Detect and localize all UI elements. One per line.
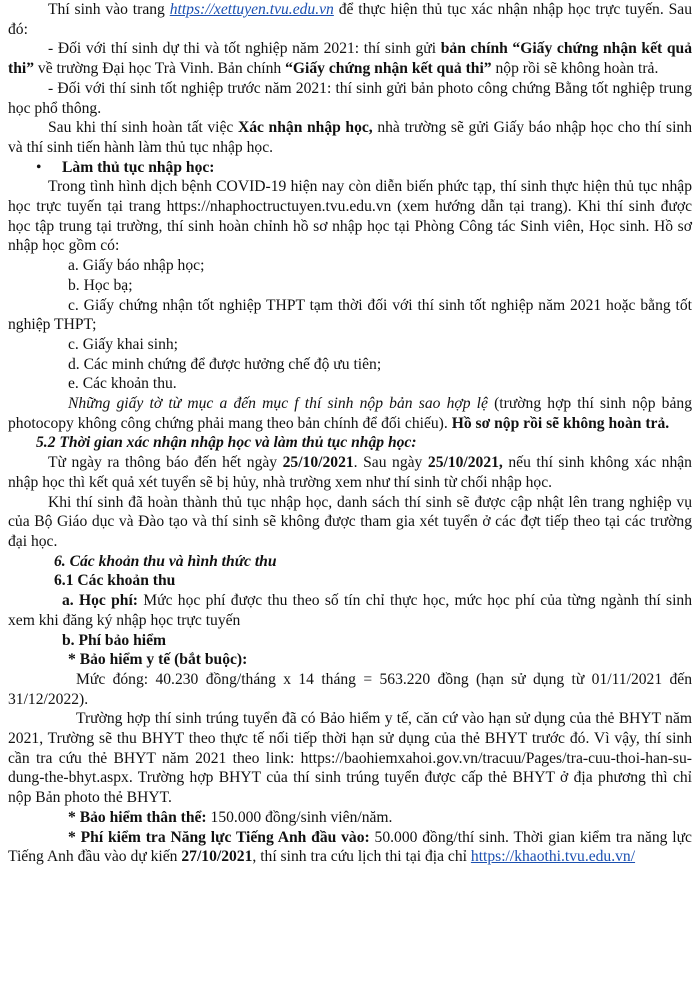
doc-item-f: e. Các khoản thu. <box>68 375 177 393</box>
health-insurance-label: * Bảo hiểm y tế (bắt buộc): <box>68 651 248 669</box>
paragraph-copies-note: Những giấy tờ từ mục a đến mục f thí sinh nộp bản sao hợp lệ (trường hợp thí sinh nộp bảng photocopy không công chứng phải mang theo bản chính để đối chiếu). Hồ sơ nộp rồi sẽ không hoàn trả. <box>8 395 692 432</box>
enrollment-bullet <box>8 158 692 178</box>
doc-item-e: d. Các minh chứng để được hưởng chế độ ưu tiên; <box>68 355 382 373</box>
paragraph-earlier-graduates: - Đối với thí sinh tốt nghiệp trước năm 2021: thí sinh gửi bản photo công chứng Bằng tốt nghiệp trung học phổ thông. <box>8 79 692 117</box>
insurance-heading: b. Phí bảo hiểm <box>62 631 166 649</box>
paragraph-deadline: Từ ngày ra thông báo đến hết ngày 25/10/2021. Sau ngày 25/10/2021, nếu thí sinh không xác nhận nhập học thì kết quả xét tuyển sẽ bị hủy, nhà trường xem như thí sinh từ chối nhập học. <box>8 454 692 491</box>
xettuyen-link[interactable]: https://xettuyen.tvu.edu.vn <box>169 1 334 18</box>
doc-item-d: c. Giấy khai sinh; <box>68 335 179 353</box>
bullet-icon: • <box>36 158 42 176</box>
paragraph-2021-graduates: - Đối với thí sinh dự thi và tốt nghiệp năm 2021: thí sinh gửi bản chính “Giấy chứng nhận kết quả thi” về trường Đại học Trà Vinh. Bản chính “Giấy chứng nhận kết quả thi” nộp rồi sẽ không hoàn trả. <box>8 40 692 78</box>
khaothi-link[interactable]: https://khaothi.tvu.edu.vn/ <box>470 848 636 866</box>
doc-item-a: a. Giấy báo nhập học; <box>68 257 205 275</box>
paragraph-after-confirm: Sau khi thí sinh hoàn tất việc Xác nhận nhập học, nhà trường sẽ gửi Giấy báo nhập học cho thí sinh và thí sinh tiến hành làm thủ tục nhập học. <box>8 119 692 156</box>
section-6-heading: 6. Các khoản thu và hình thức thu <box>54 552 277 570</box>
paragraph-tuition: a. Học phí: Mức học phí được thu theo số tín chỉ thực học, mức học phí của từng ngành thí sinh xem khi đăng ký nhập học trực tuyến <box>8 592 692 629</box>
section-6-1-heading: 6.1 Các khoản thu <box>54 572 176 590</box>
body-insurance: * Bảo hiểm thân thể: 150.000 đồng/sinh viên/năm. <box>68 808 393 826</box>
paragraph-english-test: * Phí kiểm tra Năng lực Tiếng Anh đầu vào: 50.000 đồng/thí sinh. Thời gian kiểm tra năng lực Tiếng Anh đầu vào dự kiến 27/10/2021, thí sinh tra cứu lịch thi tại địa chỉ https://khaothi.tvu.edu.vn/ <box>8 828 692 866</box>
paragraph-existing-bhyt: Trường hợp thí sinh trúng tuyển đã có Bảo hiểm y tế, căn cứ vào hạn sử dụng của thẻ BHYT năm 2021, Trường sẽ thu BHYT theo thực tế nối tiếp thời hạn sử dụng của thẻ BHYT trước đó. Vì vậy, thí sinh cần tra cứu thẻ BHYT năm 2021 theo link: https://baohiemxahoi.gov.vn/tracuu/Pages/tra-cuu-thoi-han-su-dung-the-bhyt.aspx. Trường hợp BHYT của thí sinh trúng tuyển được cấp thẻ BHYT ở địa phương thì chỉ nộp Bản photo thẻ BHYT. <box>8 710 692 807</box>
enrollment-heading: Làm thủ tục nhập học: <box>62 158 215 176</box>
health-insurance-amount: Mức đóng: 40.230 đồng/tháng x 14 tháng = 563.220 đồng (hạn sử dụng từ 01/11/2021 đến 31/12/2022). <box>8 670 692 708</box>
doc-item-b: b. Học bạ; <box>68 276 133 294</box>
paragraph-online-enrollment: Trong tình hình dịch bệnh COVID-19 hiện nay còn diễn biến phức tạp, thí sinh thực hiện thủ tục nhập học trực tuyến tại trang https://nhaphoctructuyen.tvu.edu.vn (xem hướng dẫn tại trang). Khi thí sinh được học tập trung tại trường, thí sinh hoàn chỉnh hồ sơ nhập học tại Phòng Công tác Sinh viên, Học sinh. Hồ sơ nhập học gồm có: <box>8 178 692 255</box>
paragraph-confirm-intro: Thí sinh vào trang https://xettuyen.tvu.edu.vn để thực hiện thủ tục xác nhận nhập học trực tuyến. Sau đó: <box>8 1 692 38</box>
section-5-2-heading: 5.2 Thời gian xác nhận nhập học và làm thủ tục nhập học: <box>36 434 417 452</box>
paragraph-ministry-update: Khi thí sinh đã hoàn thành thủ tục nhập học, danh sách thí sinh sẽ được cập nhật lên trang nghiệp vụ của Bộ Giáo dục và Đào tạo và thí sinh sẽ không được tham gia xét tuyển ở các đợt tiếp theo tại các trường đại học. <box>8 493 692 550</box>
doc-item-c: c. Giấy chứng nhận tốt nghiệp THPT tạm thời đối với thí sinh tốt nghiệp năm 2021 hoặc bằng tốt nghiệp THPT; <box>8 296 692 334</box>
